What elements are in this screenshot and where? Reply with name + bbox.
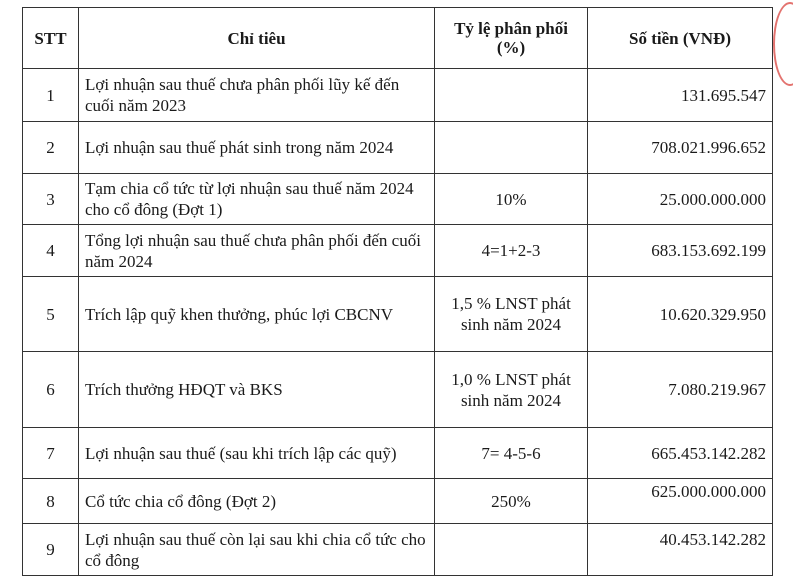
row-item: Trích lập quỹ khen thưởng, phúc lợi CBCNV [79,277,435,352]
header-amount: Số tiền (VNĐ) [588,8,773,69]
table-row [23,428,773,479]
row-amount: 683.153.692.199 [588,225,773,277]
header-item: Chỉ tiêu [79,8,435,69]
table-row [23,352,773,428]
row-item: Cổ tức chia cổ đông (Đợt 2) [79,479,435,524]
row-ratio [435,122,588,174]
row-stt: 4 [23,225,79,277]
table-header-row [23,8,773,69]
row-item: Lợi nhuận sau thuế chưa phân phối lũy kế đến cuối năm 2023 [79,69,435,122]
row-item: Trích thưởng HĐQT và BKS [79,352,435,428]
row-ratio: 1,0 % LNST phát sinh năm 2024 [435,352,588,428]
row-ratio: 1,5 % LNST phát sinh năm 2024 [435,277,588,352]
table-row [23,122,773,174]
row-item: Tạm chia cổ tức từ lợi nhuận sau thuế năm 2024 cho cổ đông (Đợt 1) [79,174,435,225]
row-amount: 665.453.142.282 [588,428,773,479]
row-amount: 708.021.996.652 [588,122,773,174]
row-stt: 1 [23,69,79,122]
row-ratio: 7= 4-5-6 [435,428,588,479]
row-ratio: 4=1+2-3 [435,225,588,277]
header-ratio: Tỷ lệ phân phối (%) [435,8,588,69]
red-seal-stamp [773,2,793,86]
row-stt: 7 [23,428,79,479]
row-amount: 131.695.547 [588,69,773,122]
row-stt: 3 [23,174,79,225]
row-item: Lợi nhuận sau thuế còn lại sau khi chia cổ tức cho cổ đông [79,524,435,576]
table-row [23,524,773,576]
row-stt: 6 [23,352,79,428]
row-amount: 40.453.142.282 [588,524,773,576]
header-stt: STT [23,8,79,69]
table-row [23,479,773,524]
row-ratio [435,69,588,122]
row-ratio: 250% [435,479,588,524]
row-item: Lợi nhuận sau thuế phát sinh trong năm 2024 [79,122,435,174]
row-ratio [435,524,588,576]
row-stt: 9 [23,524,79,576]
table-row [23,174,773,225]
row-amount: 10.620.329.950 [588,277,773,352]
row-stt: 8 [23,479,79,524]
table-row [23,69,773,122]
row-item: Tổng lợi nhuận sau thuế chưa phân phối đến cuối năm 2024 [79,225,435,277]
row-amount: 25.000.000.000 [588,174,773,225]
row-stt: 5 [23,277,79,352]
row-item: Lợi nhuận sau thuế (sau khi trích lập các quỹ) [79,428,435,479]
row-ratio: 10% [435,174,588,225]
table-row [23,225,773,277]
profit-distribution-table [22,7,773,576]
row-stt: 2 [23,122,79,174]
row-amount: 7.080.219.967 [588,352,773,428]
row-amount: 625.000.000.000 [588,479,773,524]
table-row [23,277,773,352]
